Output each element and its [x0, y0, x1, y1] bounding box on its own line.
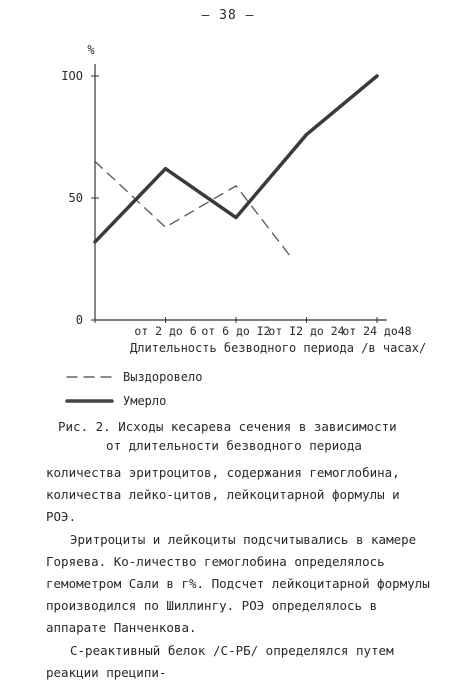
legend-label: Выздоровело	[123, 370, 202, 384]
page-number: – 38 –	[0, 8, 456, 23]
y-tick-label: 50	[69, 191, 83, 205]
legend-label: Умерло	[123, 394, 166, 408]
paragraph-2: Эритроциты и лейкоциты подсчитывались в камере Горяева. Ко-личество гемоглобина определялось гемометром Сали в г%. Подсчет лейкоцитарной формулы производился по Шиллингу. РОЭ определялось в аппарате Панченкова.	[46, 529, 436, 639]
caption-line-2: от длительности безводного периода	[58, 436, 438, 455]
x-axis-label: Длительность безводного периода /в часах/	[130, 341, 426, 355]
caption-line-1: Рис. 2. Исходы кесарева сечения в зависимости	[58, 419, 397, 434]
x-tick-label: от 24 до48	[342, 324, 411, 338]
y-tick-label: IOO	[61, 69, 83, 83]
y-axis-label: %	[87, 43, 95, 57]
paragraph-3: С-реактивный белок /С-РБ/ определялся путем реакции преципи-	[46, 640, 436, 684]
y-tick-label: 0	[76, 313, 83, 327]
x-tick-label: от 2 до 6	[134, 324, 196, 338]
figure-caption	[58, 417, 438, 455]
x-tick-label: от I2 до 24	[268, 324, 344, 338]
body-text	[46, 462, 436, 684]
paragraph-1: количества эритроцитов, содержания гемоглобина, количества лейко-цитов, лейкоцитарной формулы и РОЭ.	[46, 462, 436, 528]
x-tick-label: от 6 до I2	[201, 324, 270, 338]
series-line-solid	[95, 76, 377, 242]
